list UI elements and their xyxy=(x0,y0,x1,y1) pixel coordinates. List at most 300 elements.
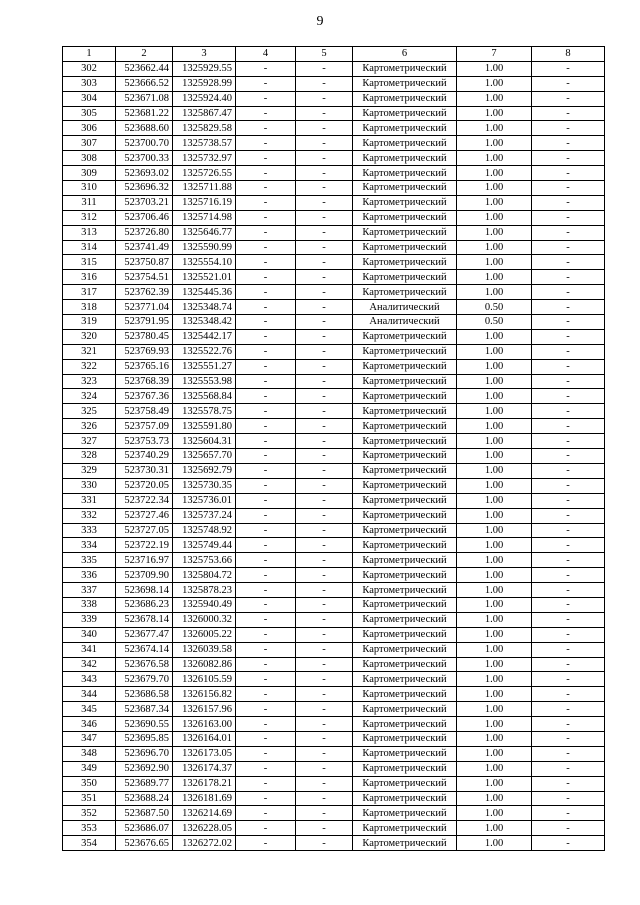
header-cell-8: 8 xyxy=(532,47,605,62)
cell-x-coordinate: 523679.70 xyxy=(116,672,173,687)
cell-col-8: - xyxy=(532,166,605,181)
cell-col-5: - xyxy=(296,627,353,642)
cell-accuracy: 1.00 xyxy=(457,627,532,642)
cell-y-coordinate: 1325924.40 xyxy=(173,91,236,106)
cell-method: Картометрический xyxy=(353,776,457,791)
cell-col-4: - xyxy=(236,553,296,568)
cell-col-5: - xyxy=(296,389,353,404)
cell-y-coordinate: 1325714.98 xyxy=(173,210,236,225)
cell-x-coordinate: 523690.55 xyxy=(116,717,173,732)
cell-col-4: - xyxy=(236,344,296,359)
cell-x-coordinate: 523722.19 xyxy=(116,538,173,553)
cell-col-5: - xyxy=(296,195,353,210)
table-row xyxy=(63,374,605,389)
cell-method: Картометрический xyxy=(353,806,457,821)
cell-x-coordinate: 523709.90 xyxy=(116,568,173,583)
cell-method: Картометрический xyxy=(353,195,457,210)
table-row xyxy=(63,478,605,493)
cell-method: Картометрический xyxy=(353,597,457,612)
table-row xyxy=(63,404,605,419)
cell-x-coordinate: 523750.87 xyxy=(116,255,173,270)
cell-col-8: - xyxy=(532,776,605,791)
cell-col-8: - xyxy=(532,449,605,464)
cell-x-coordinate: 523666.52 xyxy=(116,76,173,91)
cell-col-5: - xyxy=(296,300,353,315)
cell-col-4: - xyxy=(236,463,296,478)
cell-y-coordinate: 1325578.75 xyxy=(173,404,236,419)
cell-y-coordinate: 1325730.35 xyxy=(173,478,236,493)
cell-col-8: - xyxy=(532,419,605,434)
cell-x-coordinate: 523696.70 xyxy=(116,746,173,761)
cell-y-coordinate: 1326039.58 xyxy=(173,642,236,657)
cell-col-5: - xyxy=(296,210,353,225)
cell-point-number: 313 xyxy=(63,225,116,240)
cell-col-5: - xyxy=(296,493,353,508)
cell-point-number: 309 xyxy=(63,166,116,181)
cell-col-8: - xyxy=(532,717,605,732)
cell-col-8: - xyxy=(532,791,605,806)
cell-y-coordinate: 1325590.99 xyxy=(173,240,236,255)
cell-y-coordinate: 1325804.72 xyxy=(173,568,236,583)
cell-point-number: 323 xyxy=(63,374,116,389)
table-row xyxy=(63,389,605,404)
cell-col-8: - xyxy=(532,285,605,300)
cell-point-number: 312 xyxy=(63,210,116,225)
cell-x-coordinate: 523676.65 xyxy=(116,836,173,851)
cell-method: Картометрический xyxy=(353,404,457,419)
cell-col-8: - xyxy=(532,463,605,478)
cell-col-5: - xyxy=(296,91,353,106)
cell-method: Картометрический xyxy=(353,523,457,538)
table-row xyxy=(63,836,605,851)
table-row xyxy=(63,315,605,330)
cell-col-8: - xyxy=(532,746,605,761)
cell-col-8: - xyxy=(532,553,605,568)
cell-col-4: - xyxy=(236,717,296,732)
cell-col-5: - xyxy=(296,523,353,538)
cell-col-4: - xyxy=(236,761,296,776)
cell-method: Картометрический xyxy=(353,166,457,181)
cell-point-number: 340 xyxy=(63,627,116,642)
table-row xyxy=(63,195,605,210)
cell-y-coordinate: 1326173.05 xyxy=(173,746,236,761)
cell-col-4: - xyxy=(236,731,296,746)
table-row xyxy=(63,151,605,166)
cell-col-8: - xyxy=(532,136,605,151)
cell-col-5: - xyxy=(296,106,353,121)
cell-accuracy: 1.00 xyxy=(457,210,532,225)
cell-accuracy: 0.50 xyxy=(457,315,532,330)
cell-col-4: - xyxy=(236,210,296,225)
cell-col-4: - xyxy=(236,746,296,761)
cell-col-8: - xyxy=(532,315,605,330)
table-row xyxy=(63,210,605,225)
table-row xyxy=(63,181,605,196)
cell-accuracy: 1.00 xyxy=(457,106,532,121)
table-row xyxy=(63,612,605,627)
cell-y-coordinate: 1325521.01 xyxy=(173,270,236,285)
cell-y-coordinate: 1325348.74 xyxy=(173,300,236,315)
cell-x-coordinate: 523686.58 xyxy=(116,687,173,702)
cell-y-coordinate: 1326105.59 xyxy=(173,672,236,687)
cell-col-5: - xyxy=(296,255,353,270)
cell-col-4: - xyxy=(236,627,296,642)
cell-x-coordinate: 523730.31 xyxy=(116,463,173,478)
cell-x-coordinate: 523678.14 xyxy=(116,612,173,627)
table-row xyxy=(63,657,605,672)
table-row xyxy=(63,538,605,553)
cell-point-number: 354 xyxy=(63,836,116,851)
cell-col-8: - xyxy=(532,806,605,821)
cell-x-coordinate: 523703.21 xyxy=(116,195,173,210)
cell-col-8: - xyxy=(532,300,605,315)
cell-x-coordinate: 523741.49 xyxy=(116,240,173,255)
cell-x-coordinate: 523693.02 xyxy=(116,166,173,181)
cell-x-coordinate: 523686.07 xyxy=(116,821,173,836)
cell-point-number: 350 xyxy=(63,776,116,791)
cell-col-4: - xyxy=(236,776,296,791)
cell-col-8: - xyxy=(532,523,605,538)
cell-col-5: - xyxy=(296,434,353,449)
cell-accuracy: 1.00 xyxy=(457,359,532,374)
table-header xyxy=(63,47,605,62)
cell-col-4: - xyxy=(236,583,296,598)
table-row xyxy=(63,434,605,449)
cell-col-8: - xyxy=(532,329,605,344)
cell-x-coordinate: 523676.58 xyxy=(116,657,173,672)
cell-method: Картометрический xyxy=(353,106,457,121)
cell-col-4: - xyxy=(236,523,296,538)
cell-col-8: - xyxy=(532,106,605,121)
cell-y-coordinate: 1325829.58 xyxy=(173,121,236,136)
cell-point-number: 315 xyxy=(63,255,116,270)
cell-col-5: - xyxy=(296,642,353,657)
cell-method: Картометрический xyxy=(353,91,457,106)
cell-col-5: - xyxy=(296,449,353,464)
cell-col-4: - xyxy=(236,508,296,523)
cell-method: Картометрический xyxy=(353,225,457,240)
cell-x-coordinate: 523662.44 xyxy=(116,61,173,76)
cell-col-5: - xyxy=(296,821,353,836)
cell-col-8: - xyxy=(532,627,605,642)
cell-point-number: 338 xyxy=(63,597,116,612)
cell-col-5: - xyxy=(296,791,353,806)
cell-x-coordinate: 523687.34 xyxy=(116,702,173,717)
cell-x-coordinate: 523689.77 xyxy=(116,776,173,791)
cell-accuracy: 1.00 xyxy=(457,389,532,404)
cell-point-number: 333 xyxy=(63,523,116,538)
cell-method: Картометрический xyxy=(353,702,457,717)
cell-col-8: - xyxy=(532,583,605,598)
cell-col-4: - xyxy=(236,61,296,76)
cell-x-coordinate: 523791.95 xyxy=(116,315,173,330)
cell-y-coordinate: 1325551.27 xyxy=(173,359,236,374)
cell-point-number: 346 xyxy=(63,717,116,732)
cell-col-8: - xyxy=(532,687,605,702)
cell-method: Картометрический xyxy=(353,359,457,374)
cell-y-coordinate: 1326000.32 xyxy=(173,612,236,627)
cell-y-coordinate: 1325554.10 xyxy=(173,255,236,270)
cell-accuracy: 1.00 xyxy=(457,255,532,270)
cell-y-coordinate: 1325749.44 xyxy=(173,538,236,553)
cell-method: Картометрический xyxy=(353,478,457,493)
cell-method: Картометрический xyxy=(353,210,457,225)
cell-y-coordinate: 1325738.57 xyxy=(173,136,236,151)
header-cell-6: 6 xyxy=(353,47,457,62)
header-cell-3: 3 xyxy=(173,47,236,62)
cell-y-coordinate: 1326082.86 xyxy=(173,657,236,672)
cell-col-4: - xyxy=(236,493,296,508)
cell-col-4: - xyxy=(236,657,296,672)
cell-accuracy: 1.00 xyxy=(457,76,532,91)
cell-accuracy: 0.50 xyxy=(457,300,532,315)
coordinates-table xyxy=(62,46,605,851)
cell-point-number: 316 xyxy=(63,270,116,285)
cell-x-coordinate: 523692.90 xyxy=(116,761,173,776)
header-cell-7: 7 xyxy=(457,47,532,62)
cell-accuracy: 1.00 xyxy=(457,404,532,419)
cell-col-4: - xyxy=(236,329,296,344)
table-row xyxy=(63,61,605,76)
cell-x-coordinate: 523687.50 xyxy=(116,806,173,821)
cell-col-5: - xyxy=(296,181,353,196)
cell-col-5: - xyxy=(296,687,353,702)
table-row xyxy=(63,702,605,717)
cell-col-4: - xyxy=(236,195,296,210)
cell-col-5: - xyxy=(296,731,353,746)
cell-accuracy: 1.00 xyxy=(457,761,532,776)
cell-y-coordinate: 1326163.00 xyxy=(173,717,236,732)
cell-method: Картометрический xyxy=(353,61,457,76)
header-cell-1: 1 xyxy=(63,47,116,62)
cell-col-8: - xyxy=(532,61,605,76)
table-row xyxy=(63,687,605,702)
cell-point-number: 324 xyxy=(63,389,116,404)
cell-x-coordinate: 523767.36 xyxy=(116,389,173,404)
cell-point-number: 328 xyxy=(63,449,116,464)
cell-y-coordinate: 1325737.24 xyxy=(173,508,236,523)
cell-y-coordinate: 1325929.55 xyxy=(173,61,236,76)
cell-y-coordinate: 1325753.66 xyxy=(173,553,236,568)
cell-col-5: - xyxy=(296,404,353,419)
cell-col-8: - xyxy=(532,359,605,374)
cell-col-8: - xyxy=(532,210,605,225)
cell-point-number: 329 xyxy=(63,463,116,478)
cell-point-number: 308 xyxy=(63,151,116,166)
cell-accuracy: 1.00 xyxy=(457,181,532,196)
cell-accuracy: 1.00 xyxy=(457,136,532,151)
cell-y-coordinate: 1325604.31 xyxy=(173,434,236,449)
cell-accuracy: 1.00 xyxy=(457,717,532,732)
cell-col-8: - xyxy=(532,255,605,270)
table-body xyxy=(63,61,605,850)
cell-point-number: 304 xyxy=(63,91,116,106)
cell-col-4: - xyxy=(236,151,296,166)
cell-point-number: 306 xyxy=(63,121,116,136)
cell-accuracy: 1.00 xyxy=(457,419,532,434)
cell-method: Картометрический xyxy=(353,687,457,702)
table-row xyxy=(63,731,605,746)
cell-y-coordinate: 1325726.55 xyxy=(173,166,236,181)
table-row xyxy=(63,106,605,121)
table-row xyxy=(63,597,605,612)
cell-col-4: - xyxy=(236,285,296,300)
cell-accuracy: 1.00 xyxy=(457,568,532,583)
cell-x-coordinate: 523700.70 xyxy=(116,136,173,151)
cell-y-coordinate: 1325348.42 xyxy=(173,315,236,330)
cell-col-4: - xyxy=(236,255,296,270)
cell-col-4: - xyxy=(236,121,296,136)
cell-accuracy: 1.00 xyxy=(457,195,532,210)
cell-col-4: - xyxy=(236,315,296,330)
cell-method: Аналитический xyxy=(353,300,457,315)
table-row xyxy=(63,166,605,181)
cell-col-5: - xyxy=(296,463,353,478)
cell-y-coordinate: 1325522.76 xyxy=(173,344,236,359)
table-row xyxy=(63,91,605,106)
cell-point-number: 353 xyxy=(63,821,116,836)
cell-accuracy: 1.00 xyxy=(457,240,532,255)
cell-col-5: - xyxy=(296,717,353,732)
cell-method: Картометрический xyxy=(353,449,457,464)
cell-col-5: - xyxy=(296,538,353,553)
cell-col-5: - xyxy=(296,285,353,300)
cell-x-coordinate: 523686.23 xyxy=(116,597,173,612)
cell-col-5: - xyxy=(296,329,353,344)
cell-point-number: 317 xyxy=(63,285,116,300)
cell-x-coordinate: 523726.80 xyxy=(116,225,173,240)
cell-y-coordinate: 1326214.69 xyxy=(173,806,236,821)
cell-point-number: 337 xyxy=(63,583,116,598)
cell-col-8: - xyxy=(532,434,605,449)
table-row xyxy=(63,583,605,598)
table-row xyxy=(63,523,605,538)
cell-col-4: - xyxy=(236,181,296,196)
table-row xyxy=(63,627,605,642)
cell-method: Картометрический xyxy=(353,255,457,270)
cell-y-coordinate: 1325568.84 xyxy=(173,389,236,404)
cell-method: Картометрический xyxy=(353,419,457,434)
table-row xyxy=(63,255,605,270)
cell-method: Картометрический xyxy=(353,389,457,404)
table-row xyxy=(63,806,605,821)
table-row xyxy=(63,642,605,657)
cell-col-4: - xyxy=(236,672,296,687)
cell-method: Картометрический xyxy=(353,642,457,657)
cell-y-coordinate: 1326164.01 xyxy=(173,731,236,746)
cell-col-8: - xyxy=(532,597,605,612)
cell-col-5: - xyxy=(296,583,353,598)
cell-col-8: - xyxy=(532,493,605,508)
cell-col-8: - xyxy=(532,642,605,657)
cell-method: Картометрический xyxy=(353,568,457,583)
cell-accuracy: 1.00 xyxy=(457,612,532,627)
cell-point-number: 345 xyxy=(63,702,116,717)
cell-x-coordinate: 523722.34 xyxy=(116,493,173,508)
cell-method: Картометрический xyxy=(353,329,457,344)
cell-method: Картометрический xyxy=(353,270,457,285)
cell-accuracy: 1.00 xyxy=(457,583,532,598)
cell-col-4: - xyxy=(236,434,296,449)
header-row xyxy=(63,47,605,62)
cell-col-8: - xyxy=(532,225,605,240)
cell-point-number: 318 xyxy=(63,300,116,315)
cell-col-4: - xyxy=(236,642,296,657)
cell-point-number: 334 xyxy=(63,538,116,553)
cell-point-number: 339 xyxy=(63,612,116,627)
table-row xyxy=(63,463,605,478)
cell-point-number: 314 xyxy=(63,240,116,255)
cell-col-4: - xyxy=(236,270,296,285)
cell-accuracy: 1.00 xyxy=(457,121,532,136)
cell-y-coordinate: 1325732.97 xyxy=(173,151,236,166)
cell-y-coordinate: 1325553.98 xyxy=(173,374,236,389)
cell-accuracy: 1.00 xyxy=(457,821,532,836)
table-row xyxy=(63,240,605,255)
cell-method: Картометрический xyxy=(353,791,457,806)
cell-point-number: 348 xyxy=(63,746,116,761)
cell-method: Картометрический xyxy=(353,538,457,553)
cell-accuracy: 1.00 xyxy=(457,702,532,717)
cell-x-coordinate: 523716.97 xyxy=(116,553,173,568)
cell-accuracy: 1.00 xyxy=(457,449,532,464)
cell-method: Картометрический xyxy=(353,121,457,136)
cell-point-number: 332 xyxy=(63,508,116,523)
table-row xyxy=(63,300,605,315)
table-row xyxy=(63,508,605,523)
table-row xyxy=(63,717,605,732)
cell-point-number: 319 xyxy=(63,315,116,330)
cell-col-4: - xyxy=(236,419,296,434)
cell-col-8: - xyxy=(532,836,605,851)
table-row xyxy=(63,761,605,776)
cell-col-5: - xyxy=(296,761,353,776)
cell-col-5: - xyxy=(296,672,353,687)
cell-point-number: 341 xyxy=(63,642,116,657)
cell-y-coordinate: 1325657.70 xyxy=(173,449,236,464)
cell-accuracy: 1.00 xyxy=(457,672,532,687)
cell-point-number: 321 xyxy=(63,344,116,359)
cell-accuracy: 1.00 xyxy=(457,344,532,359)
table-row xyxy=(63,329,605,344)
cell-col-5: - xyxy=(296,136,353,151)
cell-x-coordinate: 523688.60 xyxy=(116,121,173,136)
cell-method: Картометрический xyxy=(353,746,457,761)
cell-method: Картометрический xyxy=(353,731,457,746)
cell-point-number: 351 xyxy=(63,791,116,806)
cell-x-coordinate: 523706.46 xyxy=(116,210,173,225)
cell-y-coordinate: 1326181.69 xyxy=(173,791,236,806)
table-row xyxy=(63,136,605,151)
cell-accuracy: 1.00 xyxy=(457,329,532,344)
cell-x-coordinate: 523740.29 xyxy=(116,449,173,464)
cell-col-5: - xyxy=(296,240,353,255)
cell-accuracy: 1.00 xyxy=(457,776,532,791)
table-row xyxy=(63,121,605,136)
header-cell-4: 4 xyxy=(236,47,296,62)
cell-point-number: 303 xyxy=(63,76,116,91)
cell-col-8: - xyxy=(532,195,605,210)
cell-point-number: 305 xyxy=(63,106,116,121)
cell-col-5: - xyxy=(296,612,353,627)
cell-method: Картометрический xyxy=(353,717,457,732)
cell-accuracy: 1.00 xyxy=(457,791,532,806)
cell-method: Картометрический xyxy=(353,434,457,449)
cell-y-coordinate: 1325442.17 xyxy=(173,329,236,344)
cell-x-coordinate: 523727.05 xyxy=(116,523,173,538)
cell-y-coordinate: 1326174.37 xyxy=(173,761,236,776)
cell-col-4: - xyxy=(236,612,296,627)
